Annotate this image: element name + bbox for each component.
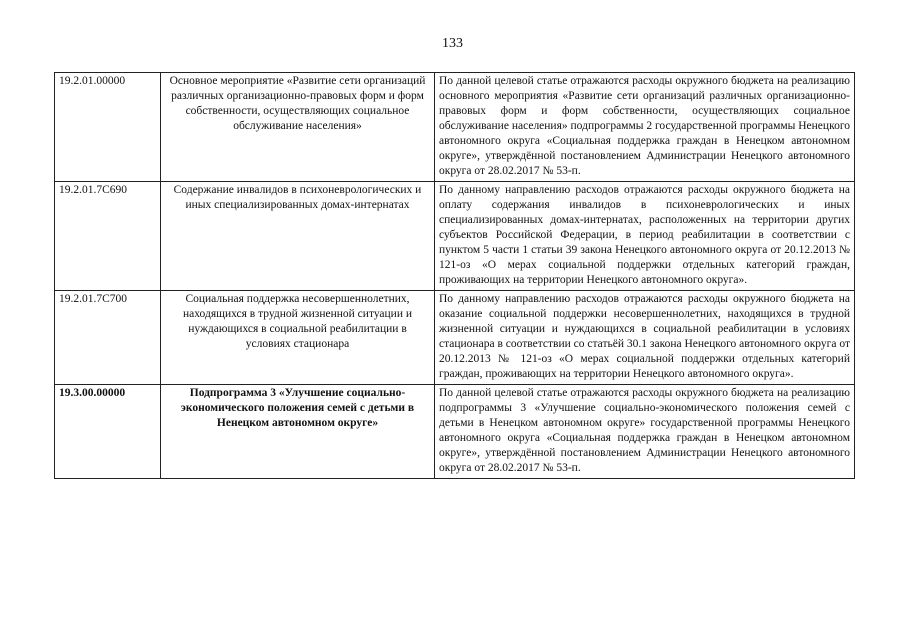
table-row-subprogram (55, 385, 855, 479)
row-description: По данной целевой статье отражаются расходы окружного бюджета на реализацию подпрограммы 3 «Улучшение социально-экономического положения семей с детьми в Ненецком автономном округе» государственной программы Ненецкого автономного округа «Социальная поддержка граждан в Ненецком автономном округе», утверждённой постановлением Администрации Ненецкого автономного округа от 28.02.2017 № 53-п. (435, 385, 855, 479)
row-code: 19.2.01.7С690 (55, 182, 161, 291)
row-description: По данной целевой статье отражаются расходы окружного бюджета на реализацию основного мероприятия «Развитие сети организаций различных организационно-правовых форм и форм собственности, осуществляющих социальное обслуживание населения» подпрограммы 2 государственной программы Ненецкого автономного округа «Социальная поддержка граждан в Ненецком автономном округе», утверждённой постановлением Администрации Ненецкого автономного округа от 28.02.2017 № 53-п. (435, 73, 855, 182)
table-row (55, 182, 855, 291)
table-row (55, 73, 855, 182)
row-name: Содержание инвалидов в психоневрологических и иных специализированных домах-интернатах (161, 182, 435, 291)
table-row (55, 291, 855, 385)
row-code: 19.2.01.00000 (55, 73, 161, 182)
row-code: 19.2.01.7С700 (55, 291, 161, 385)
page-number: 133 (442, 36, 463, 51)
budget-classification-table (54, 72, 855, 479)
row-name: Подпрограмма 3 «Улучшение социально-экономического положения семей с детьми в Ненецком автономном округе» (161, 385, 435, 479)
row-code: 19.3.00.00000 (55, 385, 161, 479)
row-name: Социальная поддержка несовершеннолетних, находящихся в трудной жизненной ситуации и нуждающихся в социальной реабилитации в условиях стационара (161, 291, 435, 385)
row-description: По данному направлению расходов отражаются расходы окружного бюджета на оказание социальной поддержки несовершеннолетних, находящихся в трудной жизненной ситуации и нуждающихся в социальной реабилитации в условиях стационара в соответствии со статьёй 30.1 закона Ненецкого автономного округа от 20.12.2013 № 121-оз «О мерах социальной поддержки отдельных категорий граждан, проживающих на территории Ненецкого автономного округа». (435, 291, 855, 385)
row-name: Основное мероприятие «Развитие сети организаций различных организационно-правовых форм и форм собственности, осуществляющих социальное обслуживание населения» (161, 73, 435, 182)
row-description: По данному направлению расходов отражаются расходы окружного бюджета на оплату содержания инвалидов в психоневрологических и иных специализированных домах-интернатах, расположенных на территории других субъектов Российской Федерации, в период реабилитации в соответствии с пунктом 5 части 1 статьи 39 закона Ненецкого автономного округа от 20.12.2013 № 121-оз «О мерах социальной поддержки отдельных категорий граждан, проживающих на территории Ненецкого автономного округа». (435, 182, 855, 291)
